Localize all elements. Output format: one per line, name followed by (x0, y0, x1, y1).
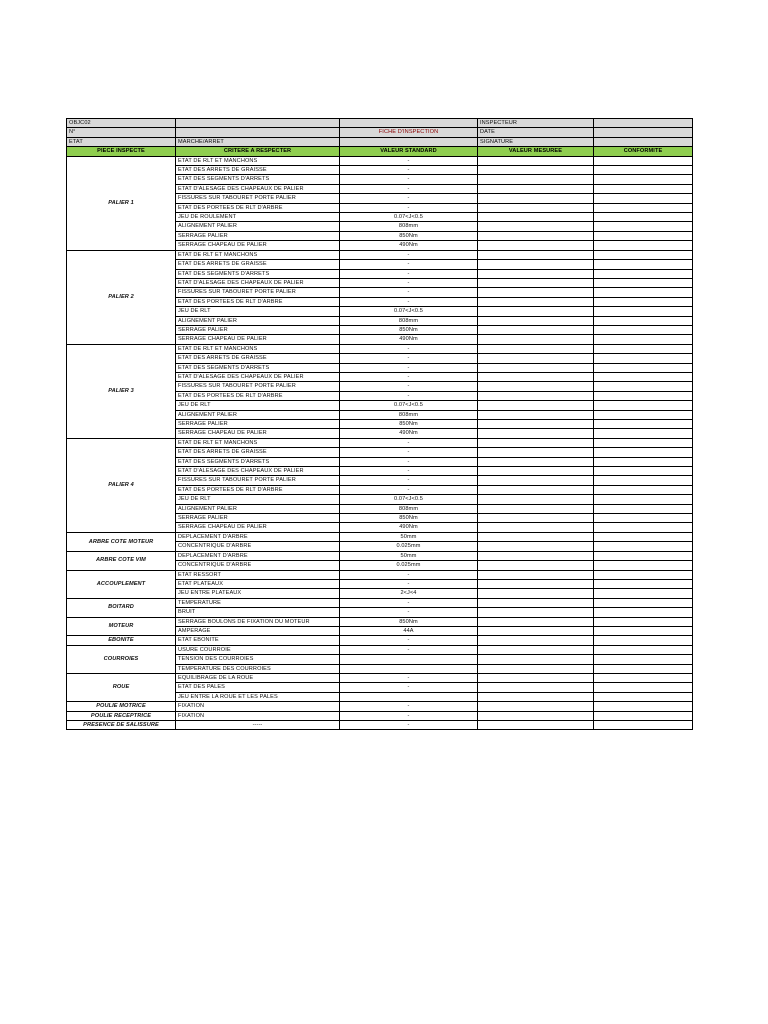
measured-value-cell[interactable] (478, 523, 594, 532)
conformite-cell[interactable] (594, 664, 693, 673)
measured-value-cell[interactable] (478, 617, 594, 626)
standard-value-cell: - (340, 457, 478, 466)
conformite-cell[interactable] (594, 702, 693, 711)
conformite-cell[interactable] (594, 194, 693, 203)
standard-value-cell: - (340, 391, 478, 400)
measured-value-cell[interactable] (478, 673, 594, 682)
measured-value-cell[interactable] (478, 485, 594, 494)
critere-cell: ETAT DE RLT ET MANCHONS (176, 250, 340, 259)
measured-value-cell[interactable] (478, 570, 594, 579)
critere-cell: ETAT DES PORTEES DE RLT D'ARBRE (176, 485, 340, 494)
standard-value-cell: - (340, 645, 478, 654)
measured-value-cell[interactable] (478, 175, 594, 184)
standard-value-cell: - (340, 250, 478, 259)
col-mesuree-header: VALEUR MESUREE (478, 147, 594, 156)
critere-cell: ETAT PLATEAUX (176, 579, 340, 588)
conformite-cell[interactable] (594, 457, 693, 466)
piece-cell: PALIER 1 (67, 156, 176, 250)
conformite-cell[interactable] (594, 570, 693, 579)
header-blank (340, 119, 478, 128)
conformite-cell[interactable] (594, 626, 693, 635)
etat-label: ETAT (67, 137, 176, 146)
standard-value-cell: - (340, 702, 478, 711)
numero-value[interactable] (176, 128, 340, 137)
piece-cell: BOITARD (67, 598, 176, 617)
standard-value-cell: - (340, 344, 478, 353)
critere-cell: CONCENTRIQUE D'ARBRE (176, 542, 340, 551)
critere-cell: BRUIT (176, 608, 340, 617)
measured-value-cell[interactable] (478, 288, 594, 297)
etat-value[interactable]: MARCHE/ARRET (176, 137, 340, 146)
header-blank (340, 137, 478, 146)
standard-value-cell: - (340, 278, 478, 287)
critere-cell: ALIGNEMENT PALIER (176, 222, 340, 231)
critere-cell: ETAT DES ARRETS DE GRAISSE (176, 354, 340, 363)
measured-value-cell[interactable] (478, 476, 594, 485)
standard-value-cell: 0.07<J<0.5 (340, 213, 478, 222)
col-critere-header: CRITERE A RESPECTER (176, 147, 340, 156)
standard-value-cell: - (340, 467, 478, 476)
measured-value-cell[interactable] (478, 711, 594, 720)
piece-cell: EBONITE (67, 636, 176, 645)
conformite-cell[interactable] (594, 250, 693, 259)
critere-cell: SERRAGE PALIER (176, 420, 340, 429)
critere-cell: FIXATION (176, 711, 340, 720)
conformite-cell[interactable] (594, 589, 693, 598)
critere-cell: SERRAGE CHAPEAU DE PALIER (176, 429, 340, 438)
measured-value-cell[interactable] (478, 307, 594, 316)
table-row (67, 344, 693, 353)
standard-value-cell: 0.07<J<0.5 (340, 307, 478, 316)
col-standard-header: VALEUR STANDARD (340, 147, 478, 156)
standard-value-cell: - (340, 608, 478, 617)
standard-value-cell: - (340, 711, 478, 720)
critere-cell: ETAT D'ALESAGE DES CHAPEAUX DE PALIER (176, 184, 340, 193)
critere-cell: TEMPERATURE (176, 598, 340, 607)
measured-value-cell[interactable] (478, 655, 594, 664)
measured-value-cell[interactable] (478, 410, 594, 419)
critere-cell: ETAT DE RLT ET MANCHONS (176, 344, 340, 353)
standard-value-cell: 808mm (340, 222, 478, 231)
standard-value-cell: - (340, 485, 478, 494)
standard-value-cell: - (340, 194, 478, 203)
critere-cell: FISSURES SUR TABOURET PORTE PALIER (176, 194, 340, 203)
critere-cell: SERRAGE CHAPEAU DE PALIER (176, 523, 340, 532)
measured-value-cell[interactable] (478, 354, 594, 363)
conformite-cell[interactable] (594, 420, 693, 429)
critere-cell: ETAT DES ARRETS DE GRAISSE (176, 448, 340, 457)
measured-value-cell[interactable] (478, 429, 594, 438)
conformite-cell[interactable] (594, 467, 693, 476)
conformite-cell[interactable] (594, 156, 693, 165)
table-row (67, 438, 693, 447)
critere-cell: SERRAGE CHAPEAU DE PALIER (176, 335, 340, 344)
conformite-cell[interactable] (594, 344, 693, 353)
conformite-cell[interactable] (594, 655, 693, 664)
critere-cell: SERRAGE PALIER (176, 514, 340, 523)
conformite-cell[interactable] (594, 307, 693, 316)
standard-value-cell: 808mm (340, 410, 478, 419)
critere-cell: CONCENTRIQUE D'ARBRE (176, 561, 340, 570)
critere-cell: ETAT DES ARRETS DE GRAISSE (176, 260, 340, 269)
measured-value-cell[interactable] (478, 448, 594, 457)
standard-value-cell: - (340, 166, 478, 175)
conformite-cell[interactable] (594, 617, 693, 626)
standard-value-cell: - (340, 203, 478, 212)
conformite-cell[interactable] (594, 382, 693, 391)
piece-cell: POULIE RECEPTRICE (67, 711, 176, 720)
standard-value-cell: 0.07<J<0.5 (340, 401, 478, 410)
conformite-cell[interactable] (594, 485, 693, 494)
conformite-cell[interactable] (594, 372, 693, 381)
conformite-cell[interactable] (594, 636, 693, 645)
critere-cell: ETAT DE RLT ET MANCHONS (176, 156, 340, 165)
table-row (67, 645, 693, 654)
conformite-cell[interactable] (594, 448, 693, 457)
piece-cell: ARBRE COTE VIM (67, 551, 176, 570)
conformite-cell[interactable] (594, 175, 693, 184)
standard-value-cell: 44A (340, 626, 478, 635)
critere-cell: ALIGNEMENT PALIER (176, 410, 340, 419)
standard-value-cell: - (340, 260, 478, 269)
critere-cell: ETAT D'ALESAGE DES CHAPEAUX DE PALIER (176, 278, 340, 287)
standard-value-cell: 0.07<J<0.5 (340, 495, 478, 504)
standard-value-cell: 490Nm (340, 523, 478, 532)
measured-value-cell[interactable] (478, 391, 594, 400)
critere-cell: ETAT DES SEGMENTS D'ARRETS (176, 457, 340, 466)
conformite-cell[interactable] (594, 721, 693, 730)
sheet-title: FICHE D'INSPECTION (340, 128, 478, 137)
critere-cell: ETAT RESSORT (176, 570, 340, 579)
measured-value-cell[interactable] (478, 514, 594, 523)
measured-value-cell[interactable] (478, 636, 594, 645)
conformite-cell[interactable] (594, 288, 693, 297)
conformite-cell[interactable] (594, 683, 693, 692)
measured-value-cell[interactable] (478, 495, 594, 504)
conformite-cell[interactable] (594, 354, 693, 363)
conformite-cell[interactable] (594, 363, 693, 372)
standard-value-cell: 850Nm (340, 325, 478, 334)
measured-value-cell[interactable] (478, 260, 594, 269)
table-row (67, 617, 693, 626)
conformite-cell[interactable] (594, 579, 693, 588)
header-row-1 (67, 119, 693, 128)
critere-cell: JEU DE RLT (176, 401, 340, 410)
piece-cell: PRESENCE DE SALISSURE (67, 721, 176, 730)
measured-value-cell[interactable] (478, 344, 594, 353)
measured-value-cell[interactable] (478, 551, 594, 560)
measured-value-cell[interactable] (478, 626, 594, 635)
critere-cell: ETAT D'ALESAGE DES CHAPEAUX DE PALIER (176, 467, 340, 476)
critere-cell: JEU ENTRE PLATEAUX (176, 589, 340, 598)
conformite-cell[interactable] (594, 241, 693, 250)
standard-value-cell: 490Nm (340, 429, 478, 438)
critere-cell: ETAT DES ARRETS DE GRAISSE (176, 166, 340, 175)
critere-cell: TENSION DES COURROIES (176, 655, 340, 664)
measured-value-cell[interactable] (478, 401, 594, 410)
measured-value-cell[interactable] (478, 645, 594, 654)
standard-value-cell: 2<J<4 (340, 589, 478, 598)
critere-cell: AMPERAGE (176, 626, 340, 635)
critere-cell: ALIGNEMENT PALIER (176, 316, 340, 325)
date-value[interactable] (594, 128, 693, 137)
table-row (67, 156, 693, 165)
piece-cell: COURROIES (67, 645, 176, 673)
measured-value-cell[interactable] (478, 166, 594, 175)
conformite-cell[interactable] (594, 608, 693, 617)
conformite-cell[interactable] (594, 231, 693, 240)
critere-cell: ETAT DES SEGMENTS D'ARRETS (176, 175, 340, 184)
piece-cell: PALIER 2 (67, 250, 176, 344)
measured-value-cell[interactable] (478, 372, 594, 381)
critere-cell: ETAT DE RLT ET MANCHONS (176, 438, 340, 447)
conformite-cell[interactable] (594, 673, 693, 682)
standard-value-cell: - (340, 354, 478, 363)
critere-cell: FISSURES SUR TABOURET PORTE PALIER (176, 476, 340, 485)
standard-value-cell: 808mm (340, 504, 478, 513)
measured-value-cell[interactable] (478, 363, 594, 372)
conformite-cell[interactable] (594, 551, 693, 560)
standard-value-cell: 808mm (340, 316, 478, 325)
standard-value-cell: 50mm (340, 532, 478, 541)
measured-value-cell[interactable] (478, 213, 594, 222)
standard-value-cell: - (340, 382, 478, 391)
standard-value-cell: - (340, 683, 478, 692)
conformite-cell[interactable] (594, 278, 693, 287)
form-code: OBJC02 (67, 119, 176, 128)
standard-value-cell: - (340, 598, 478, 607)
critere-cell: DEPLACEMENT D'ARBRE (176, 551, 340, 560)
critere-cell: SERRAGE PALIER (176, 231, 340, 240)
conformite-cell[interactable] (594, 542, 693, 551)
conformite-cell[interactable] (594, 476, 693, 485)
piece-cell: MOTEUR (67, 617, 176, 636)
critere-cell: FIXATION (176, 702, 340, 711)
table-row (67, 598, 693, 607)
signature-value[interactable] (594, 137, 693, 146)
numero-label: N° (67, 128, 176, 137)
standard-value-cell: - (340, 363, 478, 372)
measured-value-cell[interactable] (478, 278, 594, 287)
standard-value-cell: - (340, 721, 478, 730)
critere-cell: ----- (176, 721, 340, 730)
piece-cell: PALIER 4 (67, 438, 176, 532)
critere-cell: DEPLACEMENT D'ARBRE (176, 532, 340, 541)
table-row (67, 532, 693, 541)
standard-value-cell (340, 692, 478, 701)
critere-cell: FISSURES SUR TABOURET PORTE PALIER (176, 288, 340, 297)
measured-value-cell[interactable] (478, 231, 594, 240)
conformite-cell[interactable] (594, 438, 693, 447)
table-row (67, 721, 693, 730)
critere-cell: JEU DE RLT (176, 307, 340, 316)
standard-value-cell: 490Nm (340, 335, 478, 344)
table-row (67, 702, 693, 711)
measured-value-cell[interactable] (478, 702, 594, 711)
measured-value-cell[interactable] (478, 194, 594, 203)
critere-cell: ETAT DES PALES (176, 683, 340, 692)
conformite-cell[interactable] (594, 391, 693, 400)
standard-value-cell: 850Nm (340, 617, 478, 626)
conformite-cell[interactable] (594, 429, 693, 438)
conformite-cell[interactable] (594, 410, 693, 419)
conformite-cell[interactable] (594, 213, 693, 222)
standard-value-cell: 850Nm (340, 514, 478, 523)
critere-cell: JEU ENTRE LA ROUE ET LES PALES (176, 692, 340, 701)
measured-value-cell[interactable] (478, 504, 594, 513)
measured-value-cell[interactable] (478, 250, 594, 259)
signature-label: SIGNATURE (478, 137, 594, 146)
standard-value-cell: - (340, 288, 478, 297)
conformite-cell[interactable] (594, 645, 693, 654)
conformite-cell[interactable] (594, 335, 693, 344)
piece-cell: ARBRE COTE MOTEUR (67, 532, 176, 551)
standard-value-cell: - (340, 448, 478, 457)
conformite-cell[interactable] (594, 561, 693, 570)
conformite-cell[interactable] (594, 514, 693, 523)
critere-cell: JEU DE ROULEMENT (176, 213, 340, 222)
critere-cell: ETAT DES PORTEES DE RLT D'ARBRE (176, 297, 340, 306)
measured-value-cell[interactable] (478, 420, 594, 429)
column-header-row (67, 147, 693, 156)
standard-value-cell: 490Nm (340, 241, 478, 250)
conformite-cell[interactable] (594, 269, 693, 278)
measured-value-cell[interactable] (478, 542, 594, 551)
conformite-cell[interactable] (594, 203, 693, 212)
conformite-cell[interactable] (594, 598, 693, 607)
conformite-cell[interactable] (594, 184, 693, 193)
conformite-cell[interactable] (594, 260, 693, 269)
critere-cell: JEU DE RLT (176, 495, 340, 504)
standard-value-cell: - (340, 372, 478, 381)
standard-value-cell: 0.025mm (340, 542, 478, 551)
table-row (67, 250, 693, 259)
standard-value-cell: 50mm (340, 551, 478, 560)
inspecteur-value[interactable] (594, 119, 693, 128)
conformite-cell[interactable] (594, 325, 693, 334)
measured-value-cell[interactable] (478, 203, 594, 212)
conformite-cell[interactable] (594, 166, 693, 175)
measured-value-cell[interactable] (478, 683, 594, 692)
critere-cell: ALIGNEMENT PALIER (176, 504, 340, 513)
table-row (67, 711, 693, 720)
inspecteur-label: INSPECTEUR (478, 119, 594, 128)
measured-value-cell[interactable] (478, 222, 594, 231)
measured-value-cell[interactable] (478, 184, 594, 193)
standard-value-cell: - (340, 269, 478, 278)
standard-value-cell: 850Nm (340, 231, 478, 240)
table-row (67, 636, 693, 645)
measured-value-cell[interactable] (478, 335, 594, 344)
header-row-3 (67, 137, 693, 146)
measured-value-cell[interactable] (478, 457, 594, 466)
critere-cell: ETAT EBONITE (176, 636, 340, 645)
critere-cell: SERRAGE PALIER (176, 325, 340, 334)
table-row (67, 673, 693, 682)
critere-cell: TEMPERATURE DES COURROIES (176, 664, 340, 673)
piece-cell: POULIE MOTRICE (67, 702, 176, 711)
standard-value-cell: - (340, 570, 478, 579)
standard-value-cell: - (340, 184, 478, 193)
critere-cell: FISSURES SUR TABOURET PORTE PALIER (176, 382, 340, 391)
measured-value-cell[interactable] (478, 316, 594, 325)
measured-value-cell[interactable] (478, 589, 594, 598)
measured-value-cell[interactable] (478, 156, 594, 165)
measured-value-cell[interactable] (478, 532, 594, 541)
critere-cell: EQUILIBRAGE DE LA ROUE (176, 673, 340, 682)
measured-value-cell[interactable] (478, 382, 594, 391)
col-conformite-header: CONFORMITE (594, 147, 693, 156)
col-piece-header: PIECE INSPECTE (67, 147, 176, 156)
measured-value-cell[interactable] (478, 692, 594, 701)
inspection-sheet (66, 118, 693, 730)
conformite-cell[interactable] (594, 532, 693, 541)
conformite-cell[interactable] (594, 523, 693, 532)
piece-cell: PALIER 3 (67, 344, 176, 438)
conformite-cell[interactable] (594, 692, 693, 701)
standard-value-cell: - (340, 438, 478, 447)
piece-cell: ROUE (67, 673, 176, 701)
standard-value-cell: - (340, 636, 478, 645)
critere-cell: ETAT DES SEGMENTS D'ARRETS (176, 363, 340, 372)
critere-cell: ETAT D'ALESAGE DES CHAPEAUX DE PALIER (176, 372, 340, 381)
standard-value-cell: - (340, 673, 478, 682)
measured-value-cell[interactable] (478, 269, 594, 278)
measured-value-cell[interactable] (478, 297, 594, 306)
table-row (67, 570, 693, 579)
measured-value-cell[interactable] (478, 598, 594, 607)
measured-value-cell[interactable] (478, 561, 594, 570)
standard-value-cell: - (340, 579, 478, 588)
conformite-cell[interactable] (594, 711, 693, 720)
critere-cell: SERRAGE BOULONS DE FIXATION DU MOTEUR (176, 617, 340, 626)
standard-value-cell (340, 655, 478, 664)
form-code-value[interactable] (176, 119, 340, 128)
standard-value-cell: - (340, 297, 478, 306)
conformite-cell[interactable] (594, 504, 693, 513)
measured-value-cell[interactable] (478, 608, 594, 617)
measured-value-cell[interactable] (478, 325, 594, 334)
measured-value-cell[interactable] (478, 579, 594, 588)
standard-value-cell: - (340, 156, 478, 165)
critere-cell: SERRAGE CHAPEAU DE PALIER (176, 241, 340, 250)
standard-value-cell: - (340, 476, 478, 485)
conformite-cell[interactable] (594, 316, 693, 325)
measured-value-cell[interactable] (478, 664, 594, 673)
conformite-cell[interactable] (594, 495, 693, 504)
critere-cell: ETAT DES PORTEES DE RLT D'ARBRE (176, 391, 340, 400)
standard-value-cell (340, 664, 478, 673)
standard-value-cell: 0.025mm (340, 561, 478, 570)
header-row-2 (67, 128, 693, 137)
standard-value-cell: - (340, 175, 478, 184)
measured-value-cell[interactable] (478, 467, 594, 476)
date-label: DATE (478, 128, 594, 137)
critere-cell: USURE COURROIE (176, 645, 340, 654)
conformite-cell[interactable] (594, 297, 693, 306)
conformite-cell[interactable] (594, 222, 693, 231)
piece-cell: ACCOUPLEMENT (67, 570, 176, 598)
critere-cell: ETAT DES SEGMENTS D'ARRETS (176, 269, 340, 278)
table-row (67, 551, 693, 560)
measured-value-cell[interactable] (478, 241, 594, 250)
conformite-cell[interactable] (594, 401, 693, 410)
measured-value-cell[interactable] (478, 438, 594, 447)
measured-value-cell[interactable] (478, 721, 594, 730)
critere-cell: ETAT DES PORTEES DE RLT D'ARBRE (176, 203, 340, 212)
standard-value-cell: 850Nm (340, 420, 478, 429)
